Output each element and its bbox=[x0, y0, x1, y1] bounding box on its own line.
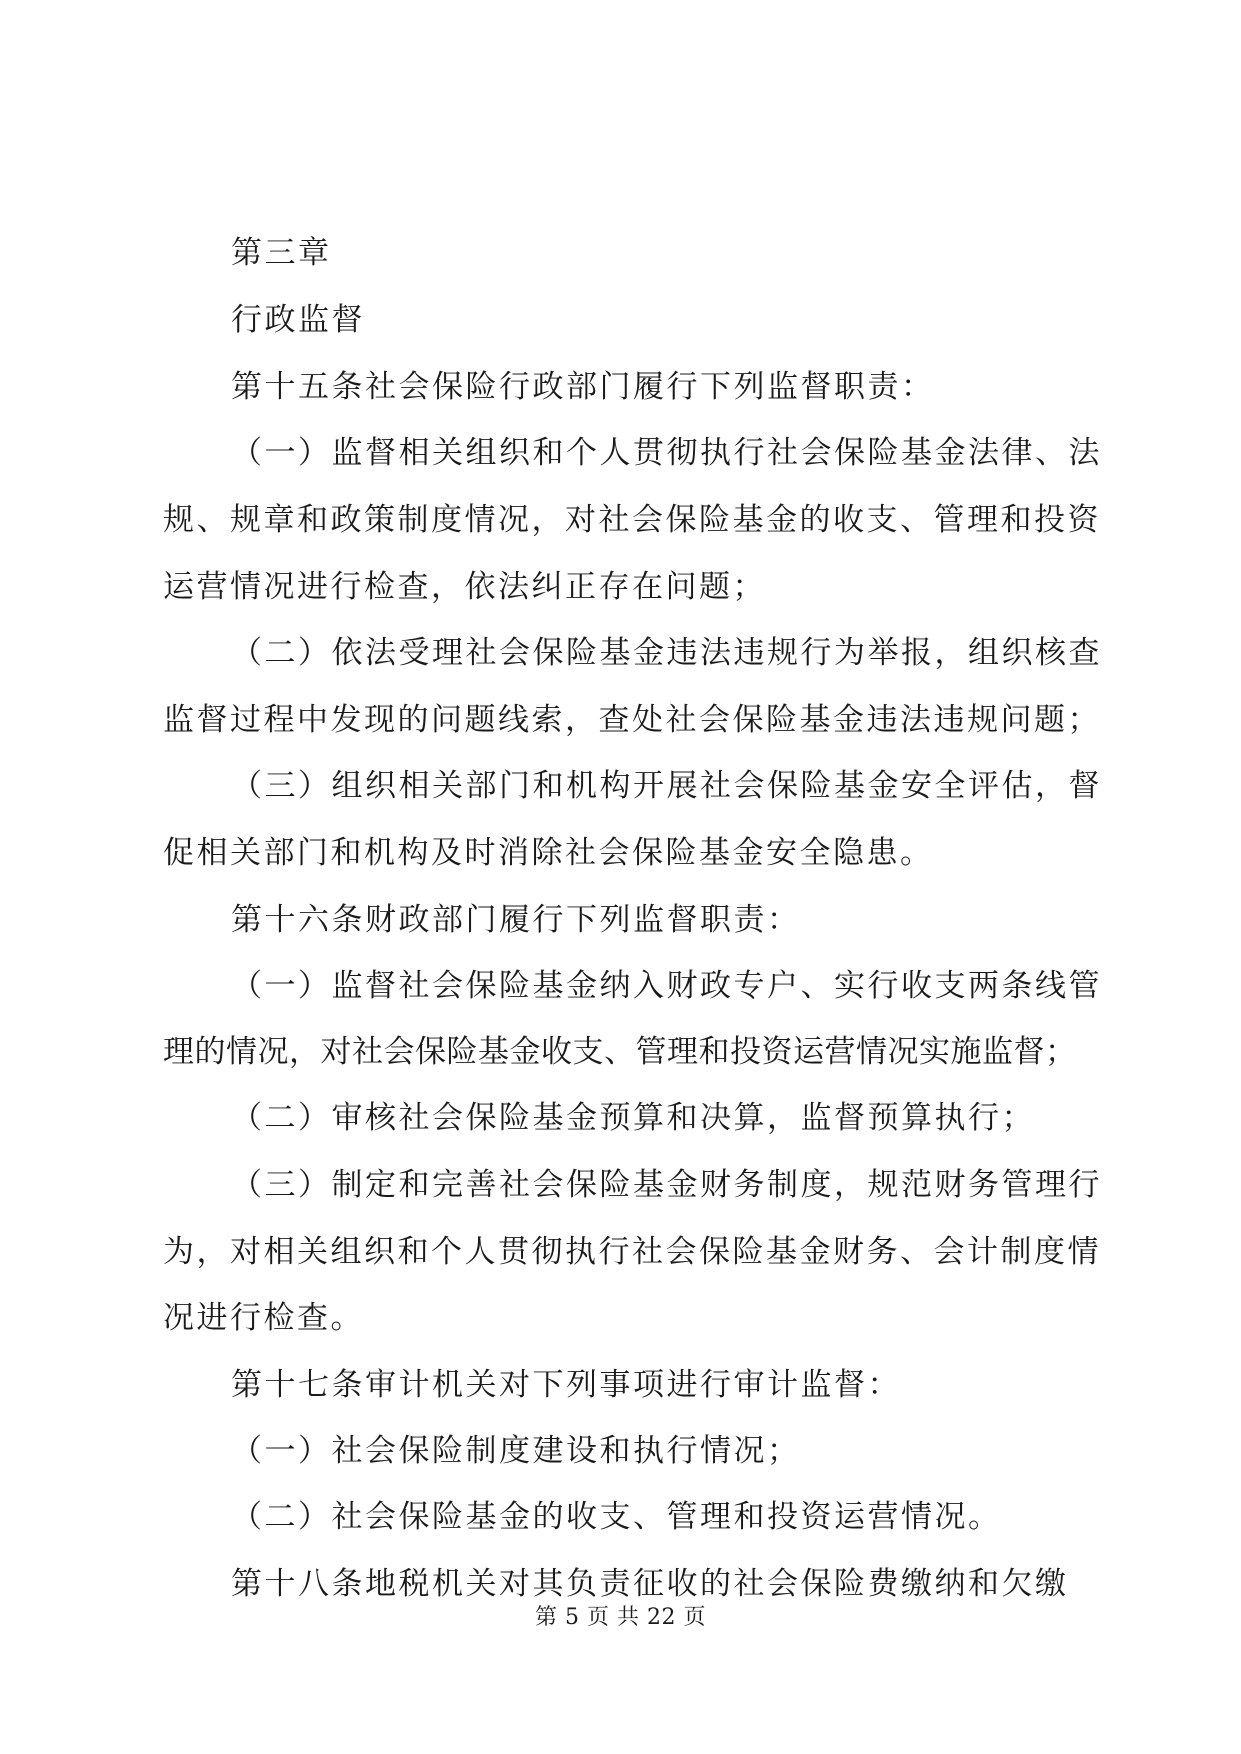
article-16-item-3-line-3: 况进行检查。 bbox=[163, 1300, 364, 1336]
article-17-heading: 第十七条审计机关对下列事项进行审计监督： bbox=[231, 1367, 901, 1403]
article-16-item-1-line-2: 理的情况，对社会保险基金收支、管理和投资运营情况实施监督； bbox=[163, 1034, 1077, 1070]
article-15-item-1-line-1: （一）监督相关组织和个人贯彻执行社会保险基金法律、法 bbox=[231, 435, 1102, 471]
article-16-item-1-line-1: （一）监督社会保险基金纳入财政专户、实行收支两条线管 bbox=[231, 968, 1102, 1004]
article-15-heading: 第十五条社会保险行政部门履行下列监督职责： bbox=[231, 369, 935, 405]
article-15-item-2-line-1: （二）依法受理社会保险基金违法违规行为举报，组织核查 bbox=[231, 635, 1102, 671]
article-16-item-3-line-2: 为，对相关组织和个人贯彻执行社会保险基金财务、会计制度情 bbox=[163, 1234, 1101, 1270]
article-16-item-2: （二）审核社会保险基金预算和决算，监督预算执行； bbox=[231, 1100, 1035, 1136]
article-15-item-3-line-1: （三）组织相关部门和机构开展社会保险基金安全评估，督 bbox=[231, 768, 1102, 804]
article-15-item-3-line-2: 促相关部门和机构及时消除社会保险基金安全隐患。 bbox=[163, 835, 934, 871]
article-15-item-2-line-2: 监督过程中发现的问题线索，查处社会保险基金违法违规问题； bbox=[163, 702, 1101, 738]
article-17-item-1: （一）社会保险制度建设和执行情况； bbox=[231, 1433, 801, 1469]
article-17-item-2: （二）社会保险基金的收支、管理和投资运营情况。 bbox=[231, 1499, 1002, 1535]
article-15-item-1-line-3: 运营情况进行检查，依法纠正存在问题； bbox=[163, 569, 766, 605]
article-16-item-3-line-1: （三）制定和完善社会保险基金财务制度，规范财务管理行 bbox=[231, 1167, 1102, 1203]
article-16-heading: 第十六条财政部门履行下列监督职责： bbox=[231, 902, 801, 938]
chapter-number: 第三章 bbox=[231, 235, 332, 271]
article-18-heading: 第十八条地税机关对其负责征收的社会保险费缴纳和欠缴 bbox=[231, 1566, 1069, 1602]
page-number: 第 5 页 共 22 页 bbox=[535, 1605, 706, 1630]
chapter-title: 行政监督 bbox=[231, 302, 365, 338]
article-15-item-1-line-2: 规、规章和政策制度情况，对社会保险基金的收支、管理和投资 bbox=[163, 502, 1101, 538]
